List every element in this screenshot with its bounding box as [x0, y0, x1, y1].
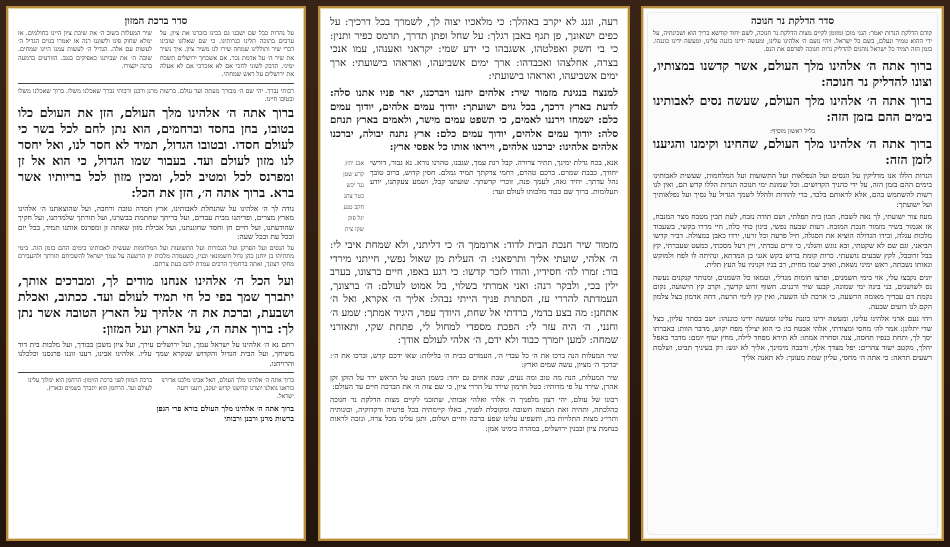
panel-title: סדר ברכת המזון: [124, 16, 188, 27]
maoz-tzur-text: מעוז צור ישועתי, לך נאה לשבח, תכון בית תפלתי, ושם תודה נזבח, לעת תכין מטבח מצר המנבח, אז אגמור בשיר מזמור חנכת המזבח. רעות שבעה נפשי, ביגון כחי כלה, חיי מררו בקשי, בשעבוד מלכות עגלה, ובידו הגדולה הוציא את הסגלה, חיל פרעה וכל זרעו, ירדו כאבן במצולה. דביר קדשו הביאני, וגם שם לא שקטתי, ובא נוגש והגלני, כי זרים עבדתי, ויין רעל מסכתי, כמעט שעברתי, קץ בבל זרובבל, לקץ שבעים נושעתי. כרות קומת ברוש בקש אגגי בן המדתא, ונהיתה לו לפח ולמוקש וגאותו נשבתה, ראש ימיני נשאת, ואויב שמו מחית, רב בניו וקניניו על העץ תלית.: [653, 212, 932, 270]
intro-column-b: שיר המעלות בשוב ה׳ את שיבת ציון היינו כחולמים. אז ימלא שחוק פינו ולשוננו רנה אז יאמרו בגוים הגדיל ה׳ לעשות עם אלה. הגדיל ה׳ לעשות עמנו היינו שמחים. שובה ה׳ את שביתנו כאפיקים בנגב. הזורעים בדמעה ברנה יקצורו.: [18, 30, 152, 70]
ana-label: יגל פזק: [347, 214, 364, 222]
divider: [18, 372, 294, 373]
ana-label: בטר צתג: [343, 192, 364, 200]
psalm-top-text: רעה, וגנג לא יקרב באהלך: כי מלאכיו יצוה לך, לשמרך בכל דרכיך: על כפים ישאונך, פן תגף באבן רגלך: על שחל ופתן תדרך, תרמס כפיר ותנין: כי בי חשק ואפלטהו, אשגבהו כי ידע שמי: יקראני ואענהו, עמו אנכי בצרה, אחלצהו ואכבדהו: ארך ימים אשביעהו, ואראהו בישועתי: ארך ימים אשביעהו, ואראהו בישועתי:: [330, 17, 618, 83]
shir-hamaalot-1: שיר המעלות הנה ברכו את ה׳ כל עבדי ה׳, העמדים בבית ה׳ בלילות: שאו ידכם קדש, וברכו את ה׳: יברכך ה׳ מציון, עשה שמים וארץ:: [330, 350, 618, 370]
footer-columns: [18, 377, 294, 401]
blessing-lehadlik: ברוך אתה ה׳ אלהינו מלך העולם, אשר קדשנו במצותיו, וצונו להדליק נר חנוכה:: [653, 57, 932, 89]
chanukah-candles-panel: [641, 6, 944, 541]
ana-bekoach-labels: [330, 158, 364, 235]
blessing-hazan: ברוך אתה ה׳ אלהינו מלך העולם, הזן את העולם כלו בטובו, בחן בחסד וברחמים, הוא נתן לחם לכל בשר כי לעולם חסדו. ובטובו הגדול, תמיד לא חסר לנו, ואל יחסר לנו מזון לעולם ועד. בעבור שמו הגדול, כי הוא אל זן ומפרנס לכל ומטיב לכל, ומכין מזון לכל בריותיו אשר ברא. ברוך אתה ה׳, הזן את הכל:: [18, 104, 294, 200]
ana-bekoach-text: אנא, בכח גדלת ימינך, תתיר צרורה. קבל רנת עמך, שגבנו, טהרנו נורא. נא גבור, דורשי יחודך, כבבת שמרם. ברכם טהרם, רחמי צדקתך תמיד גמלם. חסין קדוש, ברוב טובך נהל עדתך. יחיד גאה, לעמך פנה, זוכרי קדשתך. שועתנו קבל, ושמע צעקתנו, יודע תעלומות. ברוך שם כבוד מלכותו לעולם ועד:: [370, 157, 618, 196]
blessing-shehecheyanu: ברוך אתה ה׳ אלהינו מלך העולם, שהחינו וקימנו והגיענו לזמן הזה:: [653, 135, 932, 167]
ana-label: נגד יכש: [346, 181, 364, 189]
footer-column-a: ברוך אתה ה׳ אלהינו מלך העולם, האל אבינו מלכנו אדירנו בוראנו גואלנו יוצרנו קדושנו קדוש יעקב, רוענו רועה ישראל.: [161, 377, 294, 401]
hanerot-halalu-text: הנרות הללו אנו מדליקין על הנסים ועל הנפלאות ועל התשועות ועל המלחמות, שעשית לאבותינו בימים ההם בזמן הזה, על ידי כהניך הקדושים. וכל שמונת ימי חנוכה הנרות הללו קדש הם, ואין לנו רשות להשתמש בהם, אלא לראותם בלבד, כדי להודות ולהלל לשמך הגדול על נסיך ועל נפלאותיך ועל ישועתך:: [653, 170, 932, 209]
closing-text: ויהי נעם אדני אלהינו עלינו, ומעשה ידינו כוננה עלינו ומעשה ידינו כוננהו: ישב בסתר עליון, בצל שדי יתלונן: אמר לה׳ מחסי ומצודתי, אלהי אבטח בו: כי הוא יצילך מפח יקוש, מדבר הוות: באברתו יסך לך, ותחת כנפיו תחסה, צנה וסחרה אמתו: לא תירא מפחד לילה, מחץ יעוף יומם: מדבר באפל יהלך, מקטב ישוד צהרים: יפל מצדך אלף, ורבבה מימינך, אליך לא יגש: רק בעיניך תביט, ושלמת רשעים תראה: כי אתה ה׳ מחסי, עליון שמת מעונך: לא תאנה אליך: [653, 314, 932, 362]
veal-hakol-text: ועל הכל ה׳ אלהינו אנחנו מודים לך, ומברכים אותך, יתברך שמך בפי כל חי תמיד לעולם ועד. ככתוב, ואכלת ושבעת, וברכת את ה׳ אלהיך על הארץ הטובה אשר נתן לך: ברוך אתה ה׳, על הארץ ועל המזון:: [18, 272, 294, 336]
intro-text: קודם הדלקת הנרות יאמר: הנני מוכן ומזומן לקיים מצות הדלקת נר חנוכה, לשם יחוד קודשא בריך הוא ושכינתיה, על ידי ההוא טמיר ונעלם, בשם כל ישראל. ויהי נועם ה׳ אלהינו עלינו, ומעשה ידינו כוננה עלינו, ומעשה ידינו כוננהו. בזמן הזה תמיד כל ישראל נוהגים להדליק נרות חנוכה לפרסם את הנס.: [653, 30, 932, 54]
lamnatzeach-text: למנצח בנגינת מזמור שיר: אלהים יחננו ויברכנו, יאר פניו אתנו סלה: לדעת בארץ דרכך, בכל גוים ישועתך: יודוך עמים אלהים, יודוך עמים כלם: ישמחו וירננו לאמים, כי תשפט עמים מישר, ולאמים בארץ תנחם סלה: יודוך עמים אלהים, יודוך עמים כלם: ארץ נתנה יבולה, יברכנו אלהים אלהינו: יברכנו אלהים, וייראו אותו כל אפסי ארץ:: [330, 86, 618, 154]
footer-line-2: ברשות מרנן ורבנן ורבותי: [224, 413, 294, 423]
blessing-haaretz: נודה לך ה׳ אלהינו על שהנחלת לאבותינו, ארץ חמדה טובה ורחבה, ועל שהוצאתנו ה׳ אלהינו מארץ מצרים, ופדיתנו מבית עבדים, ועל בריתך שחתמת בבשרנו, ועל תורתך שלמדתנו, ועל חקיך שהודעתנו, ועל חיים חן וחסד שחוננתנו, ועל אכילת מזון שאתה זן ומפרנס אותנו תמיד, בכל יום ובכל עת ובכל שעה:: [18, 203, 294, 242]
zimun-text: רבותי נברך. יהי שם ה׳ מבורך מעתה ועד עולם. ברשות מרנן ורבנן ורבותי נברך שאכלנו משלו. ברוך שאכלנו משלו ובטובו חיינו.: [18, 88, 294, 104]
al-hanisim-text: על הנסים ועל הפרקן ועל הגבורות ועל התשועות ועל המלחמות שעשית לאבותינו בימים ההם בזמן הזה. בימי מתתיהו בן יוחנן כהן גדול חשמונאי ובניו, כשעמדה מלכות יון הרשעה על עמך ישראל להשכיחם תורתך ולהעבירם מחקי רצונך, ואתה ברחמיך הרבים עמדת להם בעת צרתם.: [18, 245, 294, 269]
blessing-sheasa-nisim: ברוך אתה ה׳ אלהינו מלך העולם, שעשה נסים לאבותינו בימים ההם בזמן הזה:: [653, 92, 932, 124]
intro-columns: [18, 30, 294, 79]
rachem-text: רחם נא ה׳ אלהינו על ישראל עמך, ועל ירושלים עירך, ועל ציון משכן כבודך, ועל מלכות בית דוד משיחך, ועל הבית הגדול והקדוש שנקרא שמך עליו. אלהינו אבינו, רענו זוננו פרנסנו וכלכלנו והרויחנו.: [18, 339, 294, 368]
ana-label: קרע שטן: [343, 170, 364, 178]
ana-label: שקו צית: [344, 225, 364, 233]
yevanim-text: יונים נקבצו עלי, אזי בימי חשמנים, ופרצו חומות מגדלי, וטמאו כל השמנים, ומנותר קנקנים נעשה נס לשושנים, בני בינה ימי שמונה, קבעו שיר ורננים. חשוף זרוע קדשך, וקרב קץ הישועה, נקום נקמת דם עבדיך מאומה הרשעה, כי ארכה לנו השעה, ואין קץ לימי הרעה, דחה אדמון בצל צלמון הקם לנו רועים שבעה.: [653, 272, 932, 311]
footer-line-1: ברוך אתה ה׳ אלהינו מלך העולם בורא פרי הגפן: [156, 404, 294, 414]
intro-column-a: על נהרות בבל שם ישבנו גם בכינו בזכרנו את ציון. על ערבים בתוכה תלינו כנרותינו. כי שם שאלונו שובינו דברי שיר ותוללינו שמחה שירו לנו משיר ציון. איך נשיר את שיר ה׳ על אדמת נכר. אם אשכחך ירושלים תשכח ימיני. תדבק לשוני לחכי אם לא אזכרכי אם לא אעלה את ירושלים על ראש שמחתי.: [160, 30, 294, 79]
ana-label: חקב טנע: [343, 203, 364, 211]
psalms-panel: [318, 6, 630, 541]
ana-bekoach-block: [330, 158, 618, 235]
mizmor-text: מזמור שיר חנכת הבית לדוד: ארוממך ה׳ כי דליתני, ולא שמחת איבי לי: ה׳ אלהי, שועתי אליך ותרפאני: ה׳ העלית מן שאול נפשי, חייתני מירדי בור: זמרו לה׳ חסידיו, והודו לזכר קדשו: כי רגע באפו, חיים ברצונו, בערב ילין בכי, ולבקר רנה: ואני אמרתי בשלוי, בל אמוט לעולם: ה׳ ברצונך, העמדתה להררי עז, הסתרת פניך הייתי נבהל: אליך ה׳ אקרא, ואל ה׳ אתחנן: מה בצע בדמי, ברדתי אל שחת, היודך עפר, היגיד אמתך: שמע ה׳ וחנני, ה׳ היה עזר לי: הפכת מספדי למחול לי, פתחת שקי, ותאזרני שמחה: למען יזמרך כבוד ולא ידם, ה׳ אלהי לעולם אודך:: [330, 239, 618, 347]
panel-title: סדר הדלקת נר חנוכה: [750, 16, 835, 27]
divider: [18, 83, 294, 84]
ribono-text: רבונו של עולם, יהי רצון מלפניך ה׳ אלהי ואלהי אבותי, שתזכני לקיים מצות הדלקת נר חנוכה כהלכתה, ותהיה זאת המצוה חשובה ומקובלת לפניך, כאלו קיימתיה בכל פרטיה ודקדוקיה, וכונותיה ותרי״ג מצות התלויות בה, ותשפיע עלינו שפע ברכה וחיים ושלום, ותגן עלינו מכל צרה, ונזכה לראות בנחמת ציון ובבנין ירושלים, במהרה בימינו אמן:: [330, 395, 618, 433]
footer-column-b: ברכת המזון לפני ברכת הזימון: הרחמן הוא ימלוך עלינו לעולם ועד. הרחמן הוא יתברך בשמים ובארץ.: [28, 377, 152, 393]
ana-label: אבג יתץ: [345, 159, 364, 167]
shir-hamaalot-2: שיר המעלות, הנה מה טוב ומה נעים, שבת אחים גם יחד: כשמן הטוב על הראש ירד על הזקן זקן אהרן, שירד על פי מדותיו: כטל חרמון שירד על הררי ציון, כי שם צוה ה׳ את הברכה חיים עד העולם:: [330, 372, 618, 392]
birkat-hamazon-panel: [6, 6, 306, 541]
first-night-note: בליל ראשון מוסיף:: [769, 127, 816, 135]
